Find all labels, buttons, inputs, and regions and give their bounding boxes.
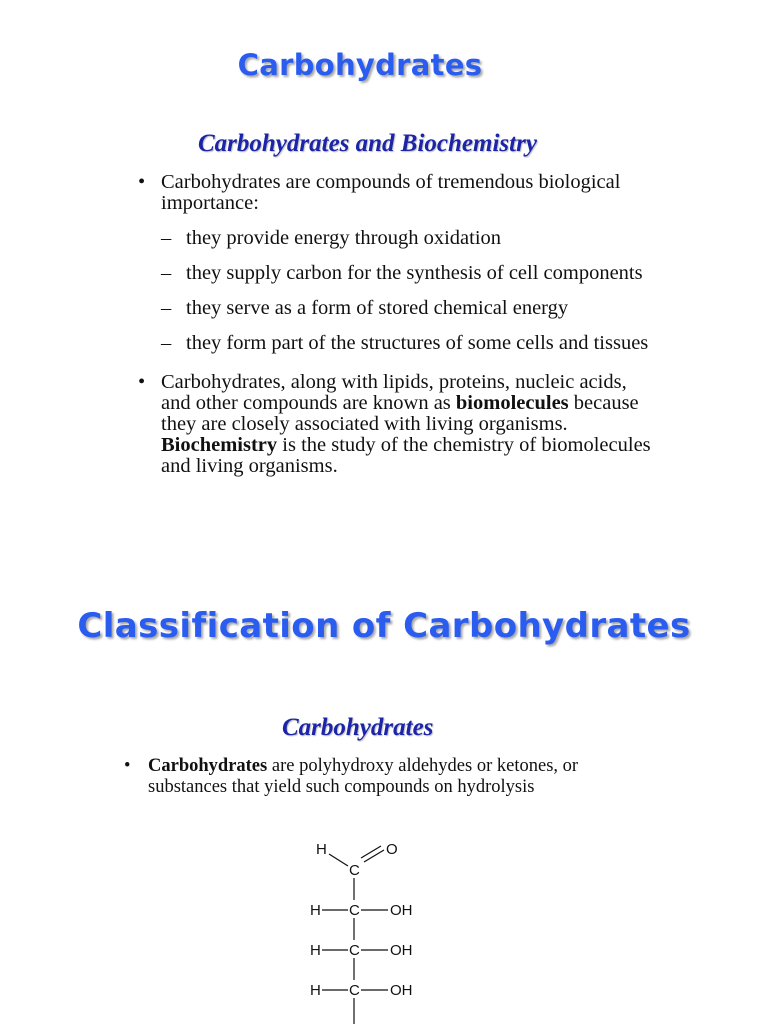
bullet-text-part: because they are closely associated with living organisms. (161, 392, 639, 435)
page-title: Carbohydrates (237, 48, 483, 82)
bullet-text-part: is the study of the chemistry of biomolecules and living organisms. (161, 434, 651, 477)
bullet-marker: • (124, 756, 131, 776)
group-oh: OH (390, 982, 413, 999)
dash-marker: – (161, 297, 172, 319)
bond-c-o-1 (364, 850, 384, 862)
section-subtitle: Carbohydrates (282, 714, 434, 741)
dash-text: they provide energy through oxidation (186, 227, 502, 249)
bullet-marker: • (138, 371, 146, 393)
content-block-definition (120, 756, 620, 798)
atom-h-left: H (310, 982, 321, 999)
bullet-item (120, 756, 620, 798)
bullet-text: are polyhydroxy aldehydes or ketones, or substances that yield such compounds on hydrolysis (148, 756, 579, 797)
atom-h-left: H (310, 942, 321, 959)
bold-term: biomolecules (455, 392, 569, 414)
bond-h-c (329, 854, 348, 866)
dash-marker: – (161, 227, 172, 249)
dash-marker: – (161, 332, 172, 354)
bond-c-o-2 (361, 846, 381, 858)
bullet-text: Carbohydrates are compounds of tremendous biological importance: (161, 171, 621, 214)
dash-item (134, 228, 654, 249)
bullet-item (134, 372, 654, 477)
dash-item (134, 263, 654, 284)
section-title-classification: Classification of Carbohydrates (77, 606, 691, 646)
dash-text: they form part of the structures of some cells and tissues (186, 332, 649, 354)
dash-item (134, 298, 654, 319)
atom-h-top: H (316, 841, 327, 858)
bold-term: Biochemistry (161, 434, 278, 456)
aldehyde-structural-formula (300, 834, 440, 1024)
dash-text: they serve as a form of stored chemical energy (186, 297, 569, 319)
atom-c-1: C (349, 862, 360, 879)
bold-term: Carbohydrates (148, 756, 268, 776)
content-block-biochemistry (134, 172, 654, 477)
group-oh: OH (390, 942, 413, 959)
group-oh: OH (390, 902, 413, 919)
atom-h-left: H (310, 902, 321, 919)
dash-marker: – (161, 262, 172, 284)
bullet-marker: • (138, 171, 146, 193)
section-subtitle: Carbohydrates and Biochemistry (198, 130, 537, 157)
dash-text: they supply carbon for the synthesis of cell components (186, 262, 643, 284)
atom-c-2: C (349, 902, 360, 919)
bullet-text-part: Carbohydrates, along with lipids, proteins, nucleic acids, and other compounds are known as (161, 371, 627, 414)
atom-o-top: O (386, 841, 398, 858)
dash-item (134, 333, 654, 354)
atom-c-4: C (349, 982, 360, 999)
bullet-item (134, 172, 654, 214)
atom-c-3: C (349, 942, 360, 959)
